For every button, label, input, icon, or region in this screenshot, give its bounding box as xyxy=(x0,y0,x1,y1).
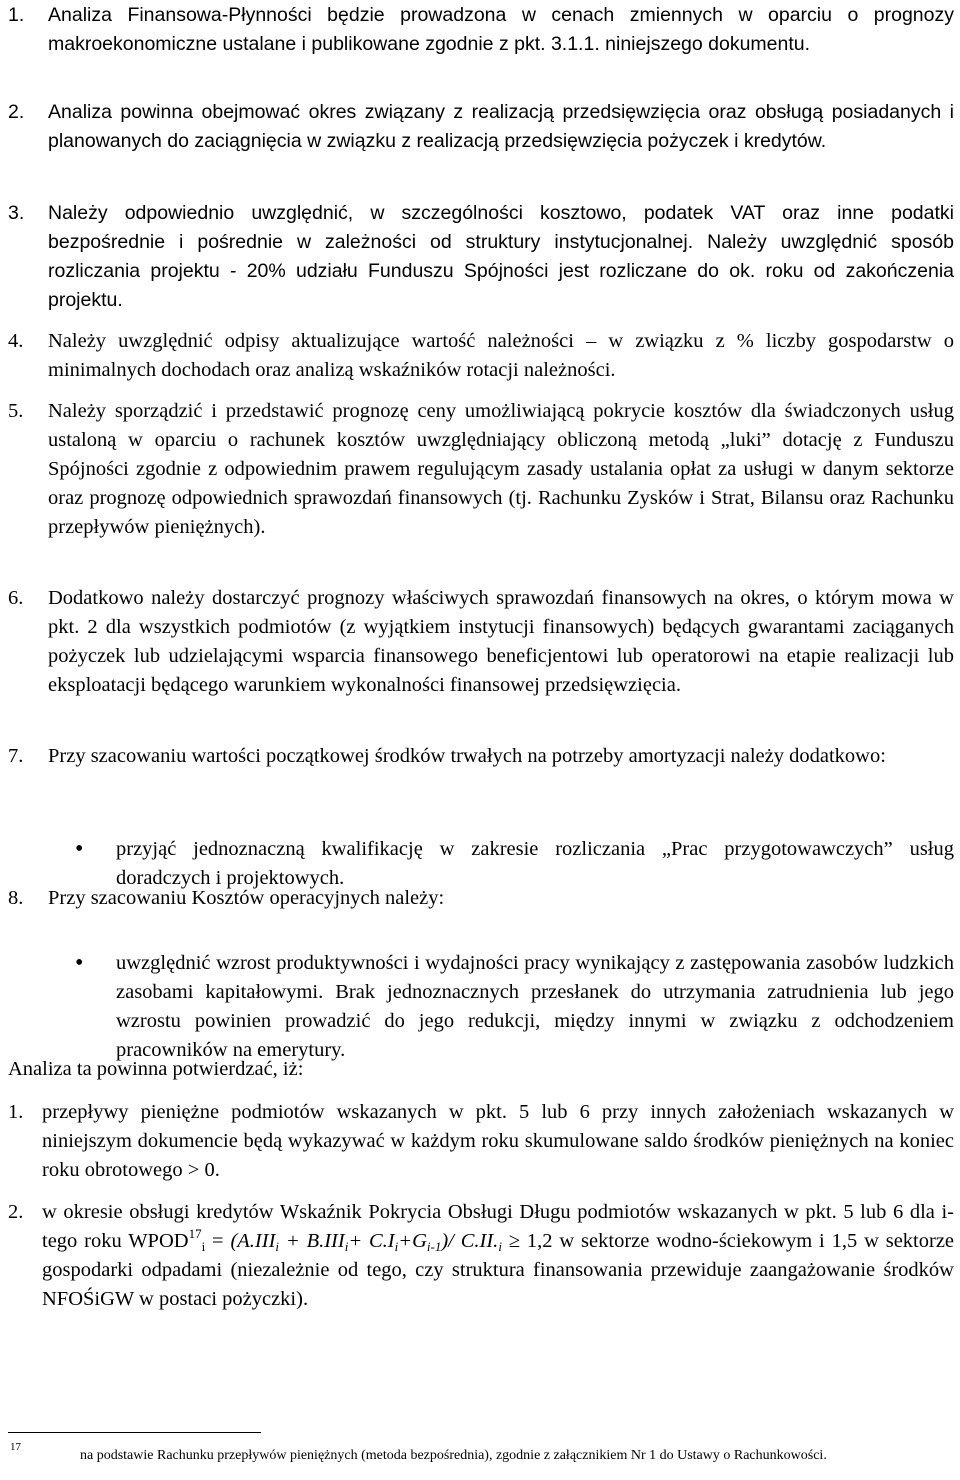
threshold-value: 1,2 xyxy=(526,1230,553,1252)
footnote-ref: 17 xyxy=(188,1226,202,1241)
item-text-part: w sektorze wodno-ściekowym i 1,5 w sektorze gospodarki odpadami (niezależnie od tego, czy struktura finansowania przewiduje zaangażowanie środków NFOŚiGW w postaci pożyczki). xyxy=(42,1230,955,1310)
formula-part: )/ C.II. xyxy=(441,1230,499,1252)
formula-part: + C.I xyxy=(348,1230,395,1252)
list-item xyxy=(0,1098,960,1185)
list-item xyxy=(0,98,960,156)
item-number: 1. xyxy=(8,1101,24,1123)
item-number: 6. xyxy=(8,587,24,609)
item-text: Dodatkowo należy dostarczyć prognozy właściwych sprawozdań finansowych na okres, o którym mowa w pkt. 2 dla wszystkich podmiotów (z wyjątkiem instytucji finansowych) będących gwarantami zaciąganych pożyczek lub udzielającymi wsparcia finansowego beneficjentowi lub operatorowi na etapie realizacji lub eksploatacji będącego warunkiem wykonalności finansowej przedsięwzięcia. xyxy=(48,587,954,696)
item-number: 2. xyxy=(8,1201,24,1223)
subscript: i xyxy=(394,1239,399,1254)
subscript: i xyxy=(344,1239,349,1254)
list-item xyxy=(0,884,960,913)
item-text: w okresie obsługi kredytów Wskaźnik Pokrycia Obsługi Długu podmiotów wskazanych w pkt. 5 lub 6 dla i-tego roku $WPOD^{17}_i = (A.III_i + B.III_i+ C.I_i+G_{i-1})/$ $C.II._i \ge 1,2$ w sektorze wodno-ściekowym i 1,5 w sektorze gospodarki odpadami (niezależnie od tego, czy struktura finansowania przewiduje zaangażowanie środków NFOŚiGW w postaci pożyczki). xyxy=(42,1201,955,1310)
subscript: i-1 xyxy=(426,1239,442,1254)
item-text: Przy szacowaniu Kosztów operacyjnych należy: xyxy=(48,887,445,909)
footnote-number: 17 xyxy=(10,1441,21,1453)
item-number: 8. xyxy=(8,887,24,909)
item-text: przepływy pieniężne podmiotów wskazanych w pkt. 5 lub 6 przy innych założeniach wskazanych w niniejszym dokumencie będą wykazywać w każdym roku skumulowane saldo środków pieniężnych na koniec roku obrotowego > 0. xyxy=(42,1101,954,1181)
bullet-text: przyjąć jednoznaczną kwalifikację w zakresie rozliczania „Prac przygotowawczych” usług doradczych i projektowych. xyxy=(116,837,954,889)
formula-part: + B.III xyxy=(279,1230,345,1252)
item-number: 4. xyxy=(8,330,24,352)
subscript: i xyxy=(275,1239,280,1254)
bullet-icon: • xyxy=(75,835,84,862)
list-item xyxy=(0,327,960,385)
item-number: 1. xyxy=(8,4,25,26)
list-item xyxy=(0,199,960,315)
subscript: i xyxy=(201,1239,206,1254)
list-item xyxy=(0,1,960,59)
list-item xyxy=(0,584,960,700)
item-text: Przy szacowaniu wartości początkowej środków trwałych na potrzeby amortyzacji należy dodatkowo: xyxy=(48,745,886,767)
item-number: 7. xyxy=(8,745,24,767)
bullet-text: uwzględnić wzrost produktywności i wydajności pracy wynikający z zastępowania zasobów ludzkich zasobami kapitałowymi. Brak jednoznacznych przesłanek do utrzymania zatrudnienia lub jego wzrostu powinien prowadzić do jego redukcji, między innymi w związku z odchodzeniem pracowników na emerytury. xyxy=(116,951,954,1061)
list-item xyxy=(0,397,960,542)
formula-part: (A.III xyxy=(230,1230,276,1252)
lead-text xyxy=(0,1055,303,1084)
item-text: Analiza powinna obejmować okres związany z realizacją przedsięwzięcia oraz obsługą posiadanych i planowanych do zaciągnięcia w związku z realizacją przedsięwzięcia pożyczek i kredytów. xyxy=(48,101,954,152)
item-number: 3. xyxy=(8,202,25,224)
item-number: 5. xyxy=(8,400,24,422)
lead-sentence: Analiza ta powinna potwierdzać, iż: xyxy=(8,1058,304,1080)
ge-symbol: ≥ xyxy=(508,1230,521,1252)
footnote-text: na podstawie Rachunku przepływów pieniężnych (metoda bezpośrednia), zgodnie z załącznikiem Nr 1 do Ustawy o Rachunkowości. xyxy=(80,1448,827,1463)
list-item xyxy=(0,742,960,771)
footnote-divider xyxy=(8,1432,261,1433)
item-text: Należy odpowiednio uwzględnić, w szczególności kosztowo, podatek VAT oraz inne podatki bezpośrednie i pośrednie w zależności od struktury instytucjonalnej. Należy uwzględnić sposób rozliczania projektu - 20% udziału Funduszu Spójności jest rozliczane do ok. roku od zakończenia projektu. xyxy=(48,202,954,311)
list-item xyxy=(0,1198,960,1314)
subscript: i xyxy=(498,1239,502,1254)
item-text: Należy sporządzić i przedstawić prognozę ceny umożliwiającą pokrycie kosztów dla świadczonych usług ustaloną w oparciu o rachunek kosztów uwzględniający obliczoną metodą „luki” dotację z Funduszu Spójności zgodnie z odpowiednim prawem regulującym zasady ustalania opłat za usługi w danym sektorze oraz prognozę odpowiednich sprawozdań finansowych (tj. Rachunku Zysków i Strat, Bilansu oraz Rachunku przepływów pieniężnych). xyxy=(48,400,954,538)
item-text: Należy uwzględnić odpisy aktualizujące wartość należności – w związku z % liczby gospodarstw o minimalnych dochodach oraz analizą wskaźników rotacji należności. xyxy=(48,330,954,381)
formula-part: +G xyxy=(398,1230,427,1252)
bullet-item xyxy=(0,949,960,1065)
item-text-part: w okresie obsługi kredytów Wskaźnik Pokrycia Obsługi Długu podmiotów wskazanych w pkt. 5 lub 6 dla i-tego roku WPOD xyxy=(42,1201,954,1252)
bullet-icon: • xyxy=(75,949,84,976)
formula xyxy=(230,1230,501,1252)
item-number: 2. xyxy=(8,101,25,123)
item-text: Analiza Finansowa-Płynności będzie prowadzona w cenach zmiennych w oparciu o prognozy makroekonomiczne ustalane i publikowane zgodnie z pkt. 3.1.1. niniejszego dokumentu. xyxy=(48,4,954,55)
